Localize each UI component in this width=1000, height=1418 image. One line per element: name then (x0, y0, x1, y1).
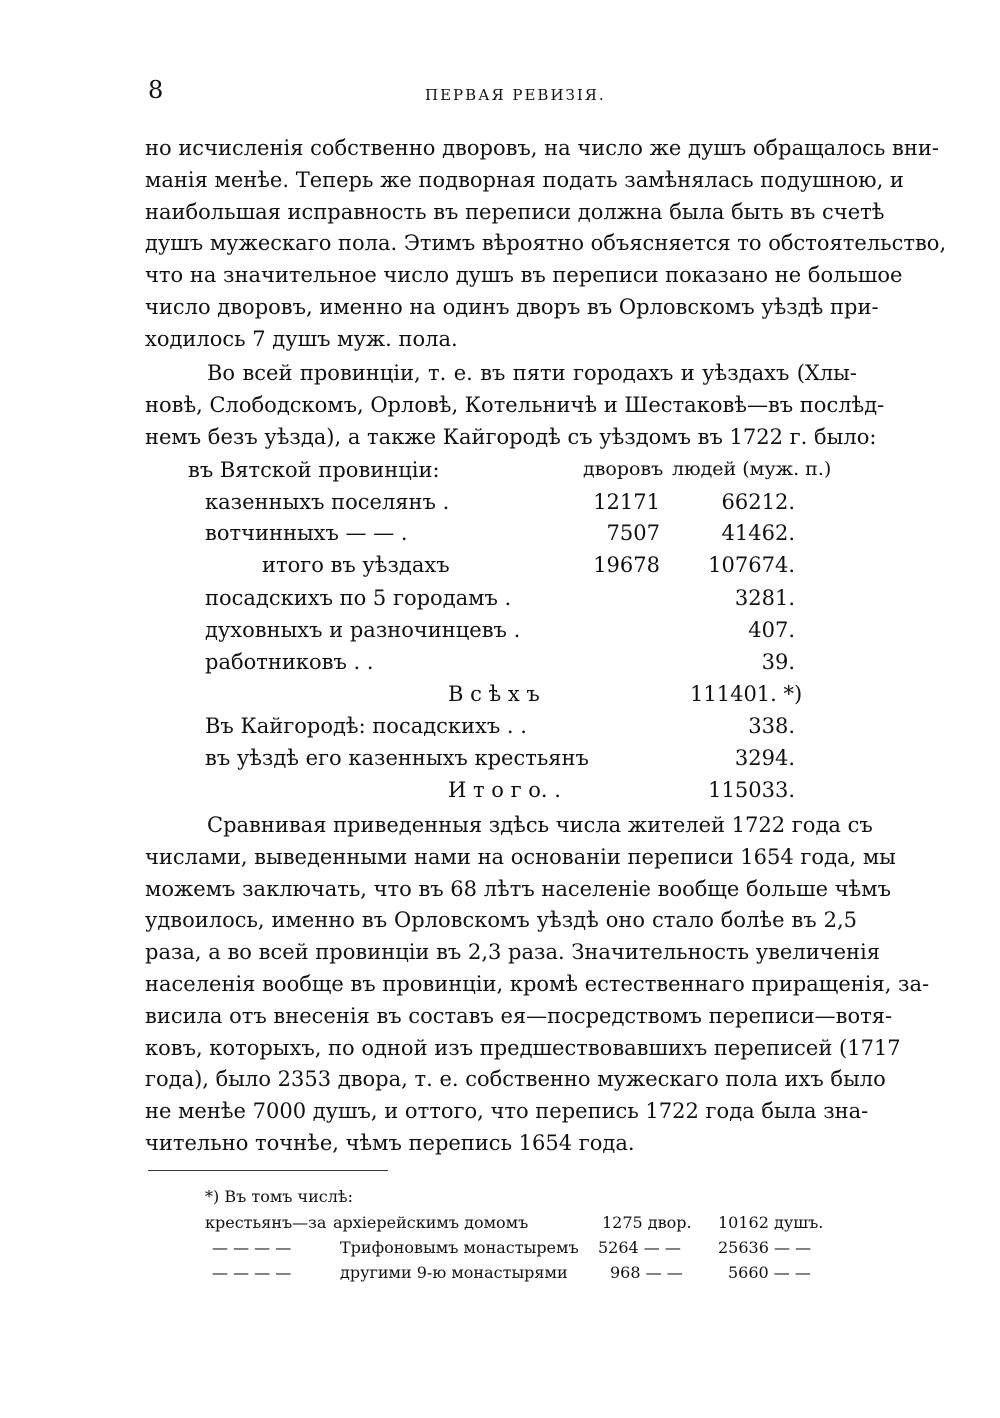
table-cell-people: 3281. (734, 586, 795, 610)
text-line: удвоилось, именно въ Орловскомъ уѣздѣ оно стало болѣе въ 2,5 (145, 908, 857, 933)
column-header-people: людей (муж. п.) (672, 458, 832, 480)
table-cell-people: 3294. (734, 746, 795, 770)
footnote-row-prefix: — — — — (212, 1238, 292, 1257)
footnote-row-people: 10162 душъ. (718, 1213, 824, 1232)
table-row-label: итого въ уѣздахъ (262, 553, 450, 577)
text-line: числами, выведенными нами на основаніи переписи 1654 года, мы (145, 844, 896, 869)
table-cell-people: 107674. (708, 553, 795, 577)
footnote-row-label: Трифоновымъ монастыремъ (340, 1238, 579, 1257)
page-number: 8 (148, 76, 164, 104)
table-cell-people: 39. (761, 650, 795, 674)
text-line: года), было 2353 двора, т. е. собственно мужескаго пола ихъ было (145, 1067, 886, 1092)
text-line: населенія вообще въ провинціи, кромѣ естественнаго приращенія, за- (145, 971, 930, 996)
table-cell-people: 41462. (721, 521, 795, 545)
table-cell-people-grand-total: 115033. (708, 778, 795, 802)
table-cell-people: 338. (748, 714, 795, 738)
text-line: но исчисленія собственно дворовъ, на число же душъ обращалось вни- (145, 136, 939, 160)
column-header-households: дворовъ (583, 458, 664, 480)
footnote-divider (148, 1170, 388, 1171)
text-line: манія менѣе. Теперь же подворная подать замѣнялась подушною, и (145, 167, 904, 192)
table-row-label-grand-total: И т о г о. . (448, 778, 561, 802)
table-row-label-total: В с ѣ х ъ (448, 682, 540, 706)
paragraph-1 (145, 133, 947, 356)
text-line: Сравнивая приведенныя здѣсь числа жителей 1722 года съ (207, 813, 873, 837)
table-cell-people: 66212. (721, 490, 795, 514)
footnote-row-prefix: крестьянъ—за (205, 1213, 327, 1232)
text-line: чительно точнѣе, чѣмъ перепись 1654 года. (145, 1130, 635, 1155)
text-line: душъ мужескаго пола. Этимъ вѣроятно объясняется то обстоятельство, (145, 231, 947, 256)
paragraph-3 (145, 810, 930, 1160)
text-line: наибольшая исправность въ переписи должна была быть въ счетѣ (145, 199, 885, 224)
text-line: раза, а во всей провинціи въ 2,3 раза. Значительность увеличенія (145, 940, 880, 965)
paragraph-2 (145, 358, 885, 453)
table-cell-households: 12171 (593, 490, 660, 514)
footnote-row-label: другими 9-ю монастырями (340, 1263, 568, 1282)
footnote-title: *) Въ томъ числѣ: (205, 1187, 353, 1206)
text-line: ходилось 7 душъ муж. пола. (145, 326, 458, 351)
text-line: можемъ заключать, что въ 68 лѣтъ населеніе вообще больше чѣмъ (145, 876, 891, 901)
footnote-row-prefix: — — — — (212, 1263, 292, 1282)
table-heading-label: въ Вятской провинціи: (188, 458, 440, 482)
footnote-row-households: 968 — — (610, 1263, 683, 1282)
footnote-row-households: 1275 двор. (602, 1213, 692, 1232)
text-line: Во всей провинціи, т. е. въ пяти городахъ и уѣздахъ (Хлы- (207, 361, 857, 385)
table-cell-people-total: 111401. *) (690, 682, 803, 706)
text-line: немъ безъ уѣзда), а также Кайгородѣ съ уѣздомъ въ 1722 г. было: (145, 424, 877, 449)
table-cell-people: 407. (748, 618, 795, 642)
footnote-row-people: 25636 — — (718, 1238, 812, 1257)
text-line: новѣ, Слободскомъ, Орловѣ, Котельничѣ и Шестаковѣ—въ послѣд- (145, 392, 885, 417)
table-cell-households: 7507 (606, 521, 660, 545)
table-row-label: въ уѣздѣ его казенныхъ крестьянъ (205, 746, 589, 770)
table-row-label: посадскихъ по 5 городамъ . (205, 586, 512, 610)
text-line: не менѣе 7000 душъ, и оттого, что перепись 1722 года была зна- (145, 1099, 869, 1124)
table-row-label: казенныхъ поселянъ . (205, 490, 450, 514)
table-row-label: работниковъ . . (205, 650, 374, 674)
running-title: ПЕРВАЯ РЕВИЗІЯ. (425, 86, 606, 104)
text-line: число дворовъ, именно на одинъ дворъ въ Орловскомъ уѣздѣ при- (145, 294, 879, 319)
footnote-row-people: 5660 — — (728, 1263, 811, 1282)
table-row-label: духовныхъ и разночинцевъ . (205, 618, 521, 642)
footnote-row-households: 5264 — — (598, 1238, 681, 1257)
table-row-label: Въ Кайгородѣ: посадскихъ . . (205, 714, 527, 738)
text-line: висила отъ внесенія въ составъ ея—посредствомъ переписи—вотя- (145, 1003, 893, 1028)
footnote-row-label: архіерейскимъ домомъ (333, 1213, 529, 1232)
text-line: что на значительное число душъ въ переписи показано не большое (145, 263, 903, 288)
table-row-label: вотчинныхъ — — . (205, 521, 408, 545)
table-cell-households: 19678 (593, 553, 660, 577)
text-line: ковъ, которыхъ, по одной изъ предшествовавшихъ переписей (1717 (145, 1035, 901, 1060)
